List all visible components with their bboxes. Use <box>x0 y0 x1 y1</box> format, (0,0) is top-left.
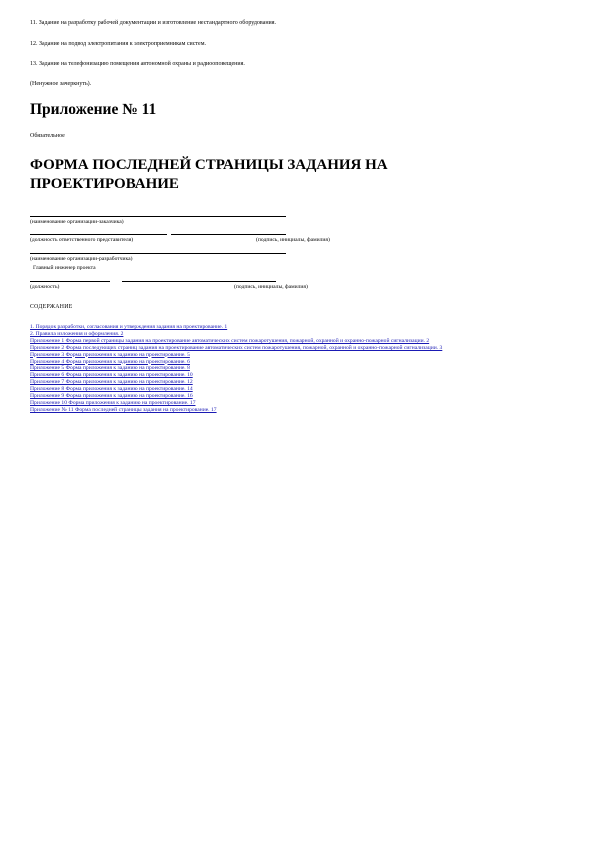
position-line <box>30 234 167 235</box>
toc-link[interactable]: 1. Порядок разработки, согласования и утверждения задания на проектирование. 1 <box>30 324 228 330</box>
customer-caption: (наименование организации-заказчика) <box>30 219 124 225</box>
toc-title: СОДЕРЖАНИЕ <box>30 304 73 310</box>
signature-caption-1: (подпись, инициалы, фамилия) <box>256 237 330 243</box>
table-of-contents <box>30 324 565 414</box>
developer-line <box>30 253 286 254</box>
appendix-title: Приложение № 11 <box>30 101 157 118</box>
toc-link[interactable]: Приложение 2 Форма последующих страниц задания на проектирование автоматических систем пожаротушения, пожарной, охранной и охранно-пожарной сигнализации. 3 <box>30 344 443 351</box>
toc-link[interactable]: Приложение 8 Форма приложения к заданию на проектирование. 14 <box>30 386 193 393</box>
toc-link[interactable]: Приложение № 11 Форма последней страницы задания на проектирование. 17 <box>30 406 217 413</box>
appendix-status: Обязательное <box>30 133 65 139</box>
signature-line-2 <box>122 281 276 282</box>
customer-line <box>30 216 286 217</box>
position-line-2 <box>30 281 110 282</box>
signature-line-1 <box>171 234 286 235</box>
list-item-13: 13. Задание на телефонизацию помещения автономной охраны и радиооповещения. <box>30 61 245 67</box>
position-caption: (должность ответственного представителя) <box>30 237 134 243</box>
toc-link[interactable]: Приложение 5 Форма приложения к заданию на проектирование. 8 <box>30 365 190 372</box>
toc-link[interactable]: Приложение 1 Форма первой страницы задания на проектирование автоматических систем пожаротушения, пожарной, охранной и охранно-пожарной сигнализации. 2 <box>30 337 430 344</box>
toc-link[interactable]: Приложение 7 Форма приложения к заданию на проектирование. 12 <box>30 379 193 386</box>
developer-caption: (наименование организации-разработчика) <box>30 256 133 262</box>
list-item-12: 12. Задание на подвод электропитания к электроприемникам систем. <box>30 41 207 47</box>
toc-link[interactable]: Приложение 3 Форма приложения к заданию на проектирование. 5 <box>30 351 190 358</box>
chief-engineer-label: Главный инженер проекта <box>33 265 96 271</box>
form-heading: ФОРМА ПОСЛЕДНЕЙ СТРАНИЦЫ ЗАДАНИЯ НА ПРОЕКТИРОВАНИЕ <box>30 157 388 192</box>
toc-link[interactable]: Приложение 4 Форма приложения к заданию на проектирование. 6 <box>30 358 190 365</box>
toc-link[interactable]: 2. Правила изложения и оформления. 2 <box>30 330 124 337</box>
strike-note: (Ненужное зачеркнуть). <box>30 81 92 87</box>
list-item-11: 11. Задание на разработку рабочей документации и изготовление нестандартного оборудования. <box>30 20 277 26</box>
signature-caption-2: (подпись, инициалы, фамилия) <box>234 284 308 290</box>
toc-link[interactable]: Приложение 9 Форма приложения к заданию на проектирование. 16 <box>30 393 193 400</box>
position-caption-2: (должность) <box>30 284 60 290</box>
toc-link[interactable]: Приложение 6 Форма приложения к заданию на проектирование. 10 <box>30 372 193 379</box>
toc-link[interactable]: Приложение 10 Форма приложения к заданию на проектирование. 17 <box>30 399 196 406</box>
